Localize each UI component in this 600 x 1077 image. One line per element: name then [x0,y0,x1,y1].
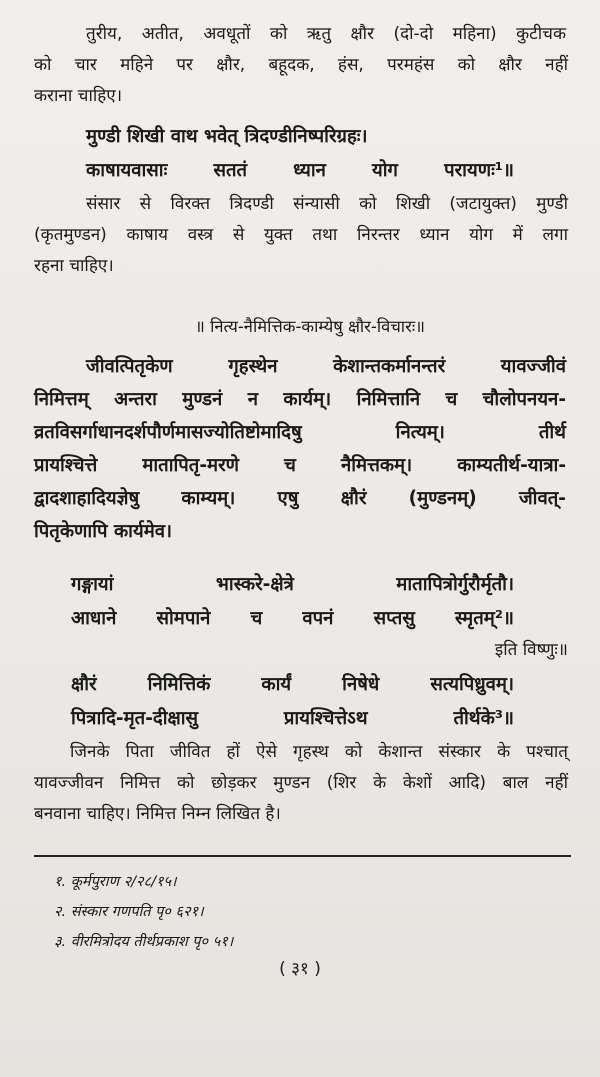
verse-line: पित्रादि-मृत-दीक्षासु प्रायश्चित्तेऽथ तीर्थके³॥ [71,708,514,729]
text-line: (कृतमुण्डन) काषाय वस्त्र से युक्त तथा निरन्तर ध्यान योग में लगा [34,225,568,245]
footnote-1: १. कूर्मपुराण २/२८/१५। [54,874,177,890]
text-line: संसार से विरक्त त्रिदण्डी संन्यासी को शिखी (जटायुक्त) मुण्डी [86,194,568,214]
footnote-3: ३. वीरमित्रोदय तीर्थप्रकाश पृ० ५१। [54,934,234,950]
verse-line: गङ्गायां भास्करे-क्षेत्रे मातापित्रोर्गुरौर्मृतौ। [71,574,514,595]
verse-line: आधाने सोमपाने च वपनं सप्तसु स्मृतम्²॥ [71,608,514,629]
text-line: द्वादशाहादियज्ञेषु काम्यम्। एषु क्षौरं (मुण्डनम्) जीवत्- [34,488,566,509]
verse-line: क्षौरं निमित्तिकं कार्यं निषेधे सत्यपिध्रुवम्। [71,674,514,695]
page-number: ( ३१ ) [279,959,321,979]
text-line: जिनके पिता जीवित हों ऐसे गृहस्थ को केशान्त संस्कार के पश्चात् [70,742,568,762]
text-line: निमित्तम् अन्तरा मुण्डनं न कार्यम्। निमित्तानि च चौलोपनयन- [34,389,566,410]
text-line: पितृकेणापि कार्यमेव। [34,521,173,542]
text-line: कराना चाहिए। [34,86,123,106]
text-line: यावज्जीवन निमित्त को छोड़कर मुण्डन (शिर के केशों आदि) बाल नहीं [34,773,568,793]
footnote-2: २. संस्कार गणपति पृ० ६२१। [54,904,204,920]
text-line: व्रतविसर्गाधानदर्शपौर्णमासज्योतिष्टोमादिषु नित्यम्। तीर्थ [34,422,566,443]
footnote-divider [34,855,571,857]
text-line: जीवत्पितृकेण गृहस्थेन केशान्तकर्मानन्तरं यावज्जीवं [86,356,566,377]
text-line: प्रायश्चित्ते मातापितृ-मरणे च नैमित्तकम्। काम्यतीर्थ-यात्रा- [34,455,566,476]
verse-line: काषायवासाः सततं ध्यान योग परायणः¹॥ [86,160,514,181]
text-line: को चार महिने पर क्षौर, बहूदक, हंस, परमहंस को क्षौर नहीं [34,55,568,75]
verse-attribution: इति विष्णुः॥ [494,640,568,660]
verse-line: मुण्डी शिखी वाथ भवेत् त्रिदण्डीनिष्परिग्रहः। [86,126,368,147]
text-line: तुरीय, अतीत, अवधूतों को ऋतु क्षौर (दो-दो महिना) कुटीचक [86,24,566,44]
text-line: रहना चाहिए। [34,256,114,276]
text-line: बनवाना चाहिए। निमित्त निम्न लिखित है। [34,804,281,824]
section-heading: ॥ नित्य-नैमित्तिक-काम्येषु क्षौर-विचारः॥ [194,317,426,336]
